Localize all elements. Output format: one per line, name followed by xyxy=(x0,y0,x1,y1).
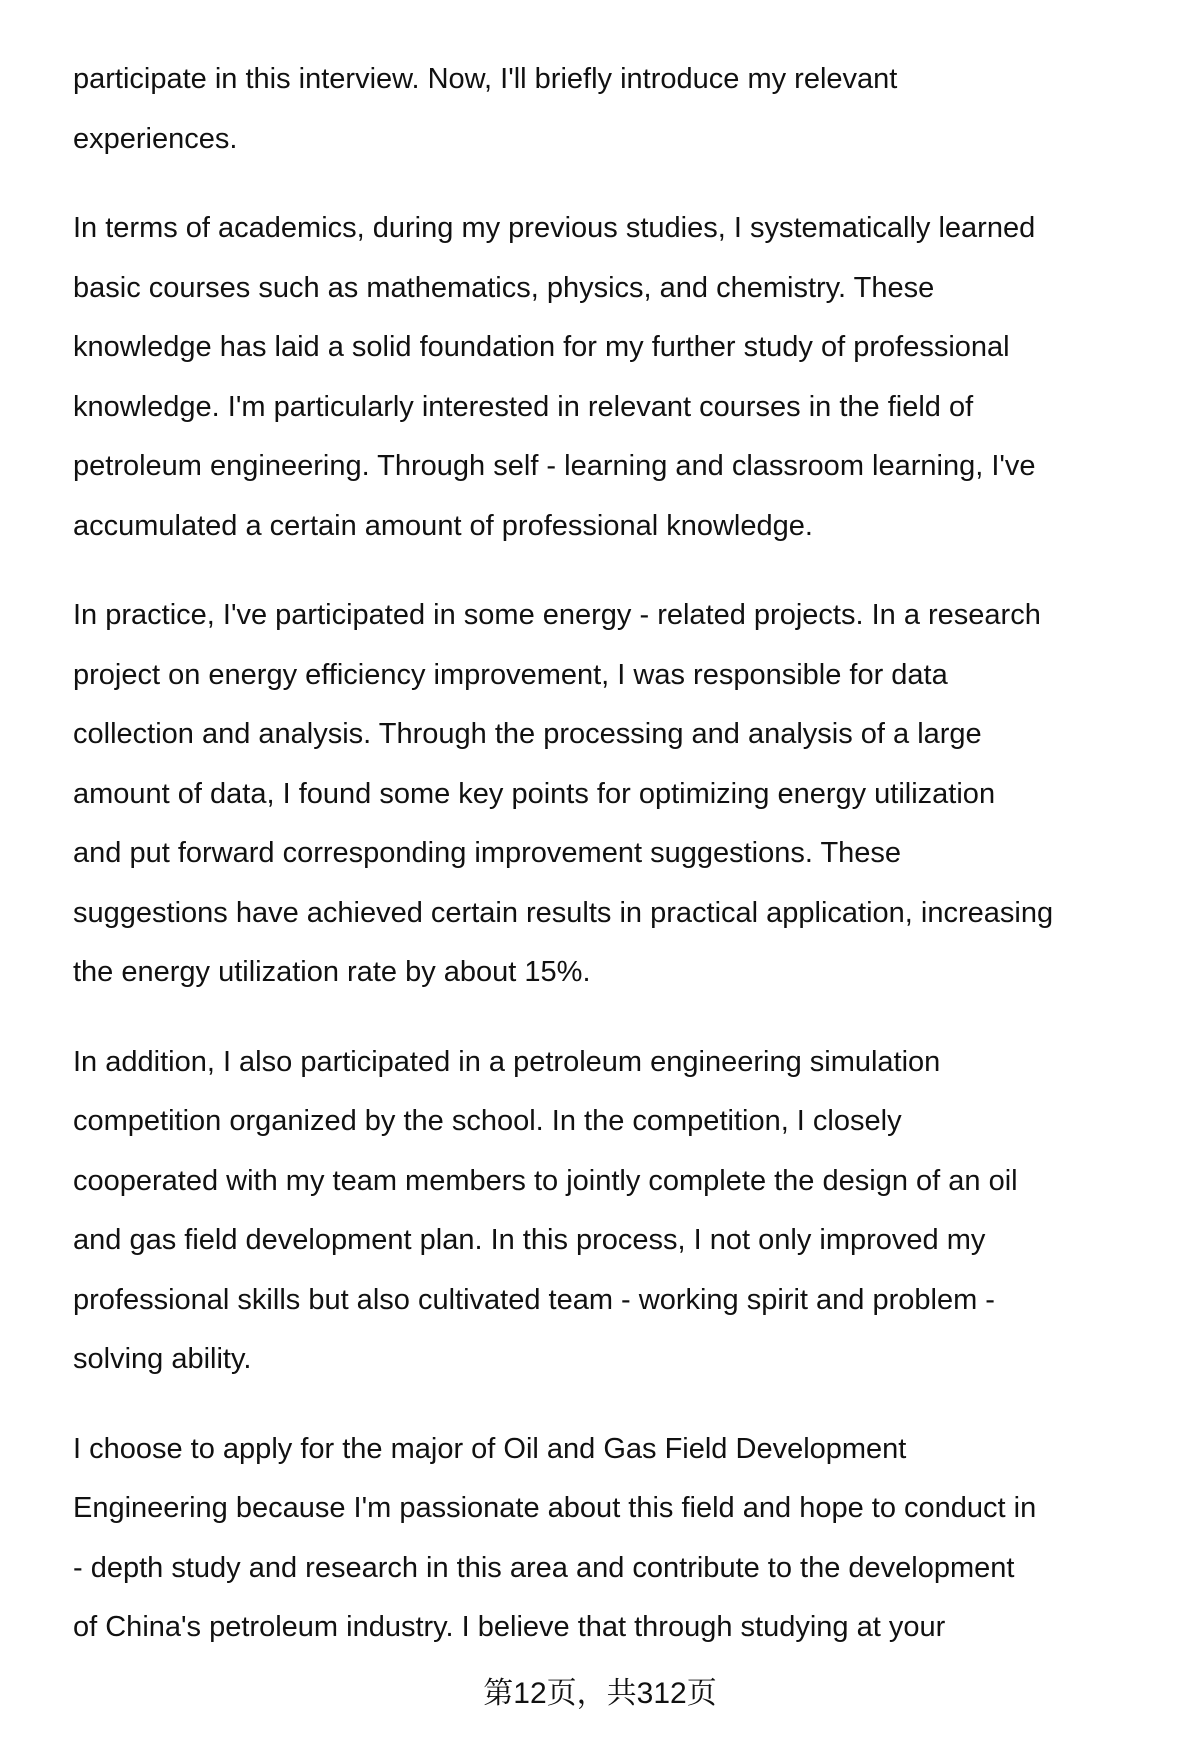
text-line: and gas field development plan. In this process, I not only improved my xyxy=(73,1224,986,1256)
text-line: experiences. xyxy=(73,122,238,155)
text-line: solving ability. xyxy=(73,1343,252,1375)
paragraph xyxy=(73,1420,1173,1658)
paragraph xyxy=(73,586,1173,1003)
paragraph xyxy=(73,50,1173,169)
text-line: Engineering because I'm passionate about this field and hope to conduct in xyxy=(73,1492,1037,1524)
text-line: knowledge has laid a solid foundation for my further study of professional xyxy=(73,331,1010,363)
text-line: and put forward corresponding improvement suggestions. These xyxy=(73,837,902,869)
text-line: suggestions have achieved certain results in practical application, increasing xyxy=(73,896,1054,929)
document-body xyxy=(73,50,1173,1688)
text-line: the energy utilization rate by about 15%. xyxy=(73,956,591,988)
text-line: basic courses such as mathematics, physics, and chemistry. These xyxy=(73,271,935,304)
text-line: professional skills but also cultivated team - working spirit and problem - xyxy=(73,1283,995,1316)
text-line: of China's petroleum industry. I believe that through studying at your xyxy=(73,1611,946,1643)
text-line: - depth study and research in this area and contribute to the development xyxy=(73,1551,1015,1584)
text-line: knowledge. I'm particularly interested in relevant courses in the field of xyxy=(73,390,974,423)
text-line: cooperated with my team members to jointly complete the design of an oil xyxy=(73,1164,1018,1197)
paragraph xyxy=(73,1033,1173,1390)
paragraph xyxy=(73,199,1173,556)
text-line: In terms of academics, during my previous studies, I systematically learned xyxy=(73,212,1036,244)
text-line: In practice, I've participated in some energy - related projects. In a research xyxy=(73,599,1041,631)
text-line: project on energy efficiency improvement, I was responsible for data xyxy=(73,658,948,691)
page-number: 第12页，共312页 xyxy=(483,1677,717,1710)
text-line: accumulated a certain amount of professional knowledge. xyxy=(73,509,813,542)
text-line: participate in this interview. Now, I'll briefly introduce my relevant xyxy=(73,63,898,95)
text-line: In addition, I also participated in a petroleum engineering simulation xyxy=(73,1045,941,1078)
text-line: collection and analysis. Through the processing and analysis of a large xyxy=(73,718,982,750)
text-line: I choose to apply for the major of Oil and Gas Field Development xyxy=(73,1432,907,1465)
text-line: competition organized by the school. In the competition, I closely xyxy=(73,1105,902,1137)
text-line: amount of data, I found some key points for optimizing energy utilization xyxy=(73,777,996,810)
text-line: petroleum engineering. Through self - learning and classroom learning, I've xyxy=(73,450,1036,482)
